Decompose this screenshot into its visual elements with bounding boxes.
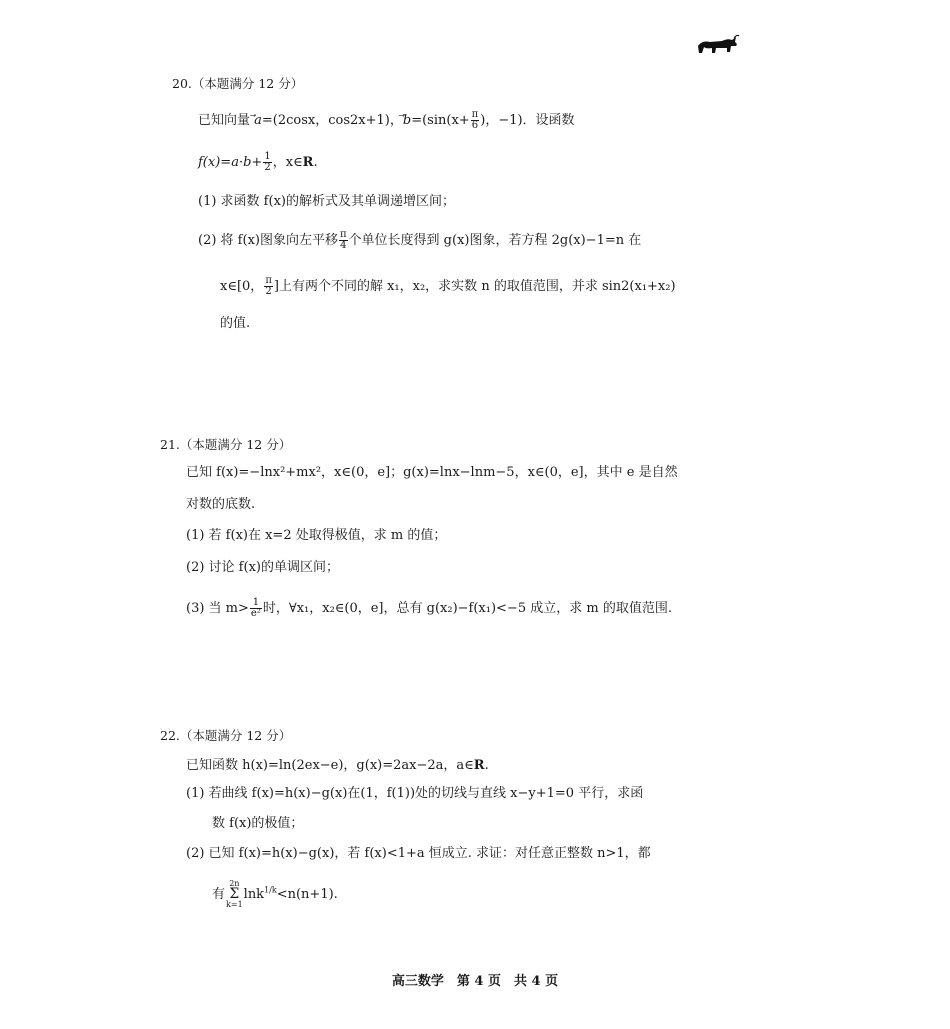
vector-a: a xyxy=(254,113,262,128)
q22-stem: 已知函数 h(x)=ln(2ex−e)，g(x)=2ax−2a，a∈R. xyxy=(186,758,489,773)
q22-part1-line1: (1) 若曲线 f(x)=h(x)−g(x)在(1，f(1))处的切线与直线 x−y+1=0 平行，求函 xyxy=(186,786,644,801)
q20-part1: (1) 求函数 f(x)的解析式及其单调递增区间； xyxy=(198,194,455,209)
q22-part1-line2: 数 f(x)的极值； xyxy=(212,816,304,831)
q20-part2-line1: (2) 将 f(x)图象向左平移 $\frac{\pi}{4}$ 个单位长度得到 g(x)图象，若方程 2g(x)−1=n 在 xyxy=(198,229,642,251)
q21-part2: (2) 讨论 f(x)的单调区间； xyxy=(186,560,339,575)
q20-function-def: f(x)=a·b+ $\frac{1}{2}$ ，x∈R. xyxy=(198,151,318,173)
q22-part2-line1: (2) 已知 f(x)=h(x)−g(x)，若 f(x)<1+a 恒成立. 求证：对任意正整数 n>1，都 xyxy=(186,846,651,861)
q21-part1: (1) 若 f(x)在 x=2 处取得极值，求 m 的值； xyxy=(186,528,447,543)
one-half: $\frac{1}{2}$ xyxy=(264,151,271,173)
q21-part3: (3) 当 m> $\frac{1}{\text{e²}}$ 时，∀x₁，x₂∈(0，e]，总有 g(x₂)−f(x₁)<−5 成立，求 m 的取值范围. xyxy=(186,597,672,619)
q22-part2-line2: 有2n Σ k=1lnk$^{1/k}$<n(n+1). xyxy=(212,879,338,909)
summation: 2n Σ k=1 xyxy=(226,879,243,909)
vector-b: b xyxy=(402,113,412,128)
q22-header: 22.（本题满分 12 分） xyxy=(160,728,292,743)
q21-header: 21.（本题满分 12 分） xyxy=(160,437,292,452)
q20-header: 20.（本题满分 12 分） xyxy=(172,76,304,91)
q21-stem-line2: 对数的底数. xyxy=(186,497,256,512)
one-over-e-squared: $\frac{1}{\text{e²}}$ xyxy=(250,597,261,619)
bull-logo-icon xyxy=(696,34,740,56)
q20-stem-line1: 已知向量 a=(2cosx，cos2x+1)，b=(sin(x+ $\frac{\pi}{6}$ )，−1)．设函数 xyxy=(198,109,575,131)
pi-over-6: $\frac{\pi}{6}$ xyxy=(471,109,479,131)
pi-over-2: $\frac{\pi}{2}$ xyxy=(265,275,272,297)
pi-over-4: $\frac{\pi}{4}$ xyxy=(339,229,347,251)
q21-stem-line1: 已知 f(x)=−lnx²+mx²，x∈(0，e]；g(x)=lnx−lnm−5，x∈(0，e]，其中 e 是自然 xyxy=(186,465,678,480)
page-footer: 高三数学 第 4 页 共 4 页 xyxy=(391,974,559,989)
q20-part2-line3: 的值. xyxy=(220,316,251,331)
q20-part2-line2: x∈[0， $\frac{\pi}{2}$ ]上有两个不同的解 x₁，x₂，求实数 n 的取值范围，并求 sin2(x₁+x₂) xyxy=(220,275,676,297)
